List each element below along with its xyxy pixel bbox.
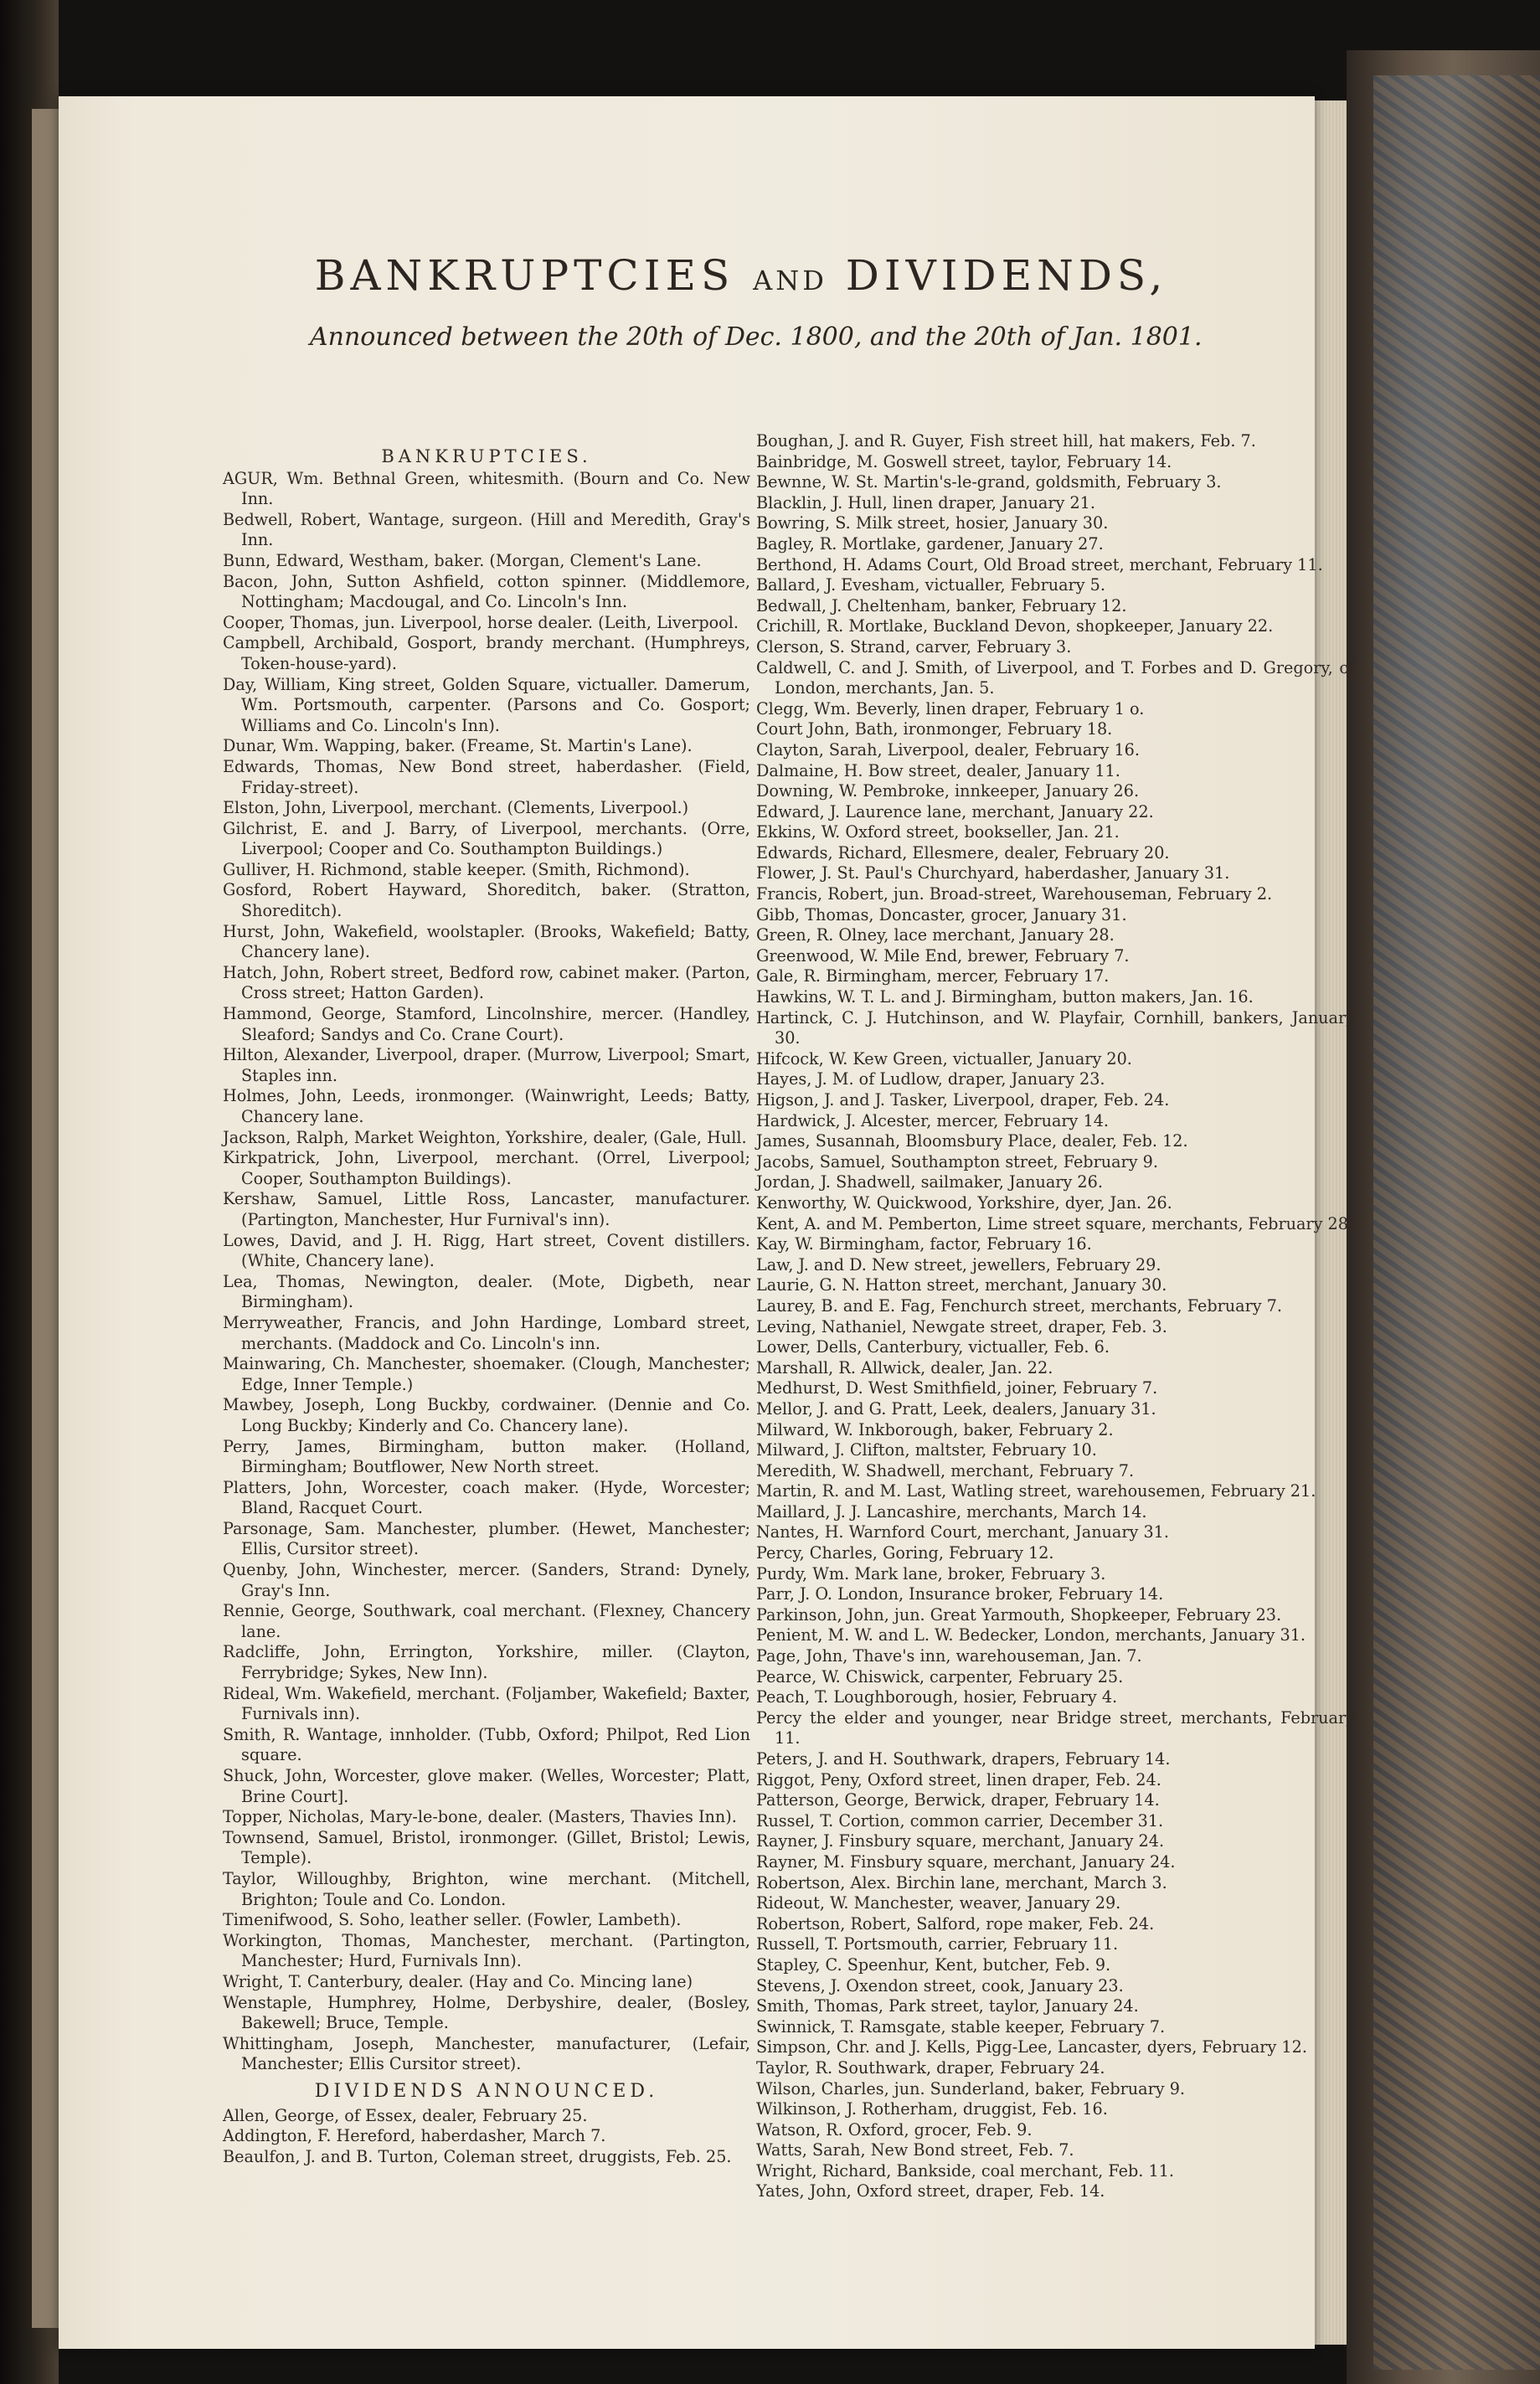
list-item: Hayes, J. M. of Ludlow, draper, January 23.: [756, 1069, 1105, 1089]
list-item: Hammond, George, Stamford, Lincolnshire, mercer. (Handley, Sleaford; Sandys and Co. Crane Court).: [223, 1004, 750, 1044]
list-item: Kay, W. Birmingham, factor, February 16.: [756, 1234, 1092, 1254]
list-item: Gale, R. Birmingham, mercer, February 17.: [756, 966, 1110, 986]
list-item: Jordan, J. Shadwell, sailmaker, January 26.: [756, 1172, 1103, 1192]
list-item: Peters, J. and H. Southwark, drapers, February 14.: [756, 1749, 1171, 1769]
bankruptcies-list: [223, 469, 750, 2075]
right-column: [756, 431, 1355, 2202]
list-item: Bainbridge, M. Goswell street, taylor, February 14.: [756, 451, 1172, 471]
list-item: Percy, Charles, Goring, February 12.: [756, 1543, 1054, 1563]
list-item: Flower, J. St. Paul's Churchyard, haberdasher, January 31.: [756, 863, 1230, 883]
list-item: Watts, Sarah, New Bond street, Feb. 7.: [756, 2140, 1074, 2160]
list-item: Court John, Bath, ironmonger, February 18.: [756, 719, 1113, 739]
list-item: Dunar, Wm. Wapping, baker. (Freame, St. Martin's Lane).: [223, 736, 693, 756]
list-item: Medhurst, D. West Smithfield, joiner, February 7.: [756, 1378, 1158, 1398]
list-item: Wenstaple, Humphrey, Holme, Derbyshire, dealer, (Bosley, Bakewell; Bruce, Temple.: [223, 1992, 750, 2033]
list-item: Cooper, Thomas, jun. Liverpool, horse dealer. (Leith, Liverpool.: [223, 612, 739, 632]
list-item: Bacon, John, Sutton Ashfield, cotton spinner. (Middlemore, Nottingham; Macdougal, and Co. Lincoln's Inn.: [223, 571, 750, 612]
list-item: Taylor, R. Southwark, draper, February 24.: [756, 2057, 1105, 2078]
list-item: Riggot, Peny, Oxford street, linen draper, Feb. 24.: [756, 1769, 1161, 1789]
list-item: Stapley, C. Speenhur, Kent, butcher, Feb. 9.: [756, 1954, 1111, 1975]
list-item: Peach, T. Loughborough, hosier, February 4.: [756, 1687, 1118, 1707]
list-item: Gulliver, H. Richmond, stable keeper. (Smith, Richmond).: [223, 859, 690, 879]
list-item: Hatch, John, Robert street, Bedford row, cabinet maker. (Parton, Cross street; Hatton Garden).: [223, 962, 750, 1003]
list-item: Radcliffe, John, Errington, Yorkshire, miller. (Clayton, Ferrybridge; Sykes, New Inn).: [223, 1642, 750, 1683]
list-item: Day, William, King street, Golden Square, victualler. Damerum, Wm. Portsmouth, carpenter. (Parsons and Co. Gosport; Williams and Co. Lincoln's Inn).: [223, 674, 750, 735]
list-item: Milward, J. Clifton, maltster, February 10.: [756, 1440, 1097, 1460]
list-item: Bunn, Edward, Westham, baker. (Morgan, Clement's Lane.: [223, 550, 702, 570]
list-item: Hifcock, W. Kew Green, victualler, January 20.: [756, 1048, 1132, 1068]
list-item: Stevens, J. Oxendon street, cook, January 23.: [756, 1975, 1124, 1995]
list-item: Bowring, S. Milk street, hosier, January 30.: [756, 513, 1109, 533]
list-item: Rayner, M. Finsbury square, merchant, January 24.: [756, 1851, 1176, 1872]
list-item: Higson, J. and J. Tasker, Liverpool, draper, Feb. 24.: [756, 1090, 1170, 1110]
list-item: Timenifwood, S. Soho, leather seller. (Fowler, Lambeth).: [223, 1910, 682, 1930]
list-item: Bedwall, J. Cheltenham, banker, February 12.: [756, 595, 1127, 615]
list-item: Jackson, Ralph, Market Weighton, Yorkshire, dealer, (Gale, Hull.: [223, 1127, 747, 1147]
bankruptcies-heading: BANKRUPTCIES.: [381, 446, 592, 466]
list-item: Edwards, Thomas, New Bond street, haberdasher. (Field, Friday-street).: [223, 756, 750, 797]
list-item: Jacobs, Samuel, Southampton street, February 9.: [756, 1151, 1158, 1171]
list-item: Gilchrist, E. and J. Barry, of Liverpool, merchants. (Orre, Liverpool; Cooper and Co. Southampton Buildings.): [223, 818, 750, 859]
list-item: Wright, Richard, Bankside, coal merchant, Feb. 11.: [756, 2160, 1174, 2181]
list-item: Blacklin, J. Hull, linen draper, January 21.: [756, 492, 1095, 512]
list-item: Lea, Thomas, Newington, dealer. (Mote, Digbeth, near Birmingham).: [223, 1271, 750, 1312]
list-item: Mawbey, Joseph, Long Buckby, cordwainer. (Dennie and Co. Long Buckby; Kinderly and Co. Chancery lane).: [223, 1395, 750, 1435]
page-subtitle: Announced between the 20th of Dec. 1800, and the 20th of Jan. 1801.: [310, 322, 1203, 352]
list-item: Rideout, W. Manchester, weaver, January 29.: [756, 1893, 1121, 1913]
list-item: Green, R. Olney, lace merchant, January 28.: [756, 925, 1115, 945]
list-item: Milward, W. Inkborough, baker, February 2.: [756, 1419, 1114, 1439]
list-item: Wilson, Charles, jun. Sunderland, baker, February 9.: [756, 2078, 1185, 2098]
list-item: Simpson, Chr. and J. Kells, Pigg-Lee, Lancaster, dyers, February 12.: [756, 2037, 1307, 2057]
dividends-list-right: [756, 431, 1355, 2202]
list-item: Hawkins, W. T. L. and J. Birmingham, button makers, Jan. 16.: [756, 987, 1254, 1007]
list-item: Penient, M. W. and L. W. Bedecker, London, merchants, January 31.: [756, 1625, 1306, 1645]
list-item: Clerson, S. Strand, carver, February 3.: [756, 636, 1072, 657]
list-item: Platters, John, Worcester, coach maker. (Hyde, Worcester; Bland, Racquet Court.: [223, 1477, 750, 1518]
list-item: Russell, T. Portsmouth, carrier, February 11.: [756, 1934, 1119, 1954]
dividends-heading: DIVIDENDS ANNOUNCED.: [314, 2080, 659, 2102]
printed-page: [59, 96, 1355, 2349]
list-item: Lowes, David, and J. H. Rigg, Hart street, Covent distillers. (White, Chancery lane).: [223, 1230, 750, 1271]
list-item: James, Susannah, Bloomsbury Place, dealer, Feb. 12.: [756, 1131, 1188, 1151]
list-item: Merryweather, Francis, and John Hardinge, Lombard street, merchants. (Maddock and Co. Lincoln's inn.: [223, 1312, 750, 1353]
list-item: Kirkpatrick, John, Liverpool, merchant. (Orrel, Liverpool; Cooper, Southampton Buildings).: [223, 1148, 750, 1188]
list-item: Bedwell, Robert, Wantage, surgeon. (Hill and Meredith, Gray's Inn.: [223, 509, 750, 550]
list-item: Francis, Robert, jun. Broad-street, Warehouseman, February 2.: [756, 884, 1273, 904]
list-item: Addington, F. Hereford, haberdasher, March 7.: [223, 2126, 606, 2146]
list-item: Hardwick, J. Alcester, mercer, February 14.: [756, 1110, 1110, 1130]
list-item: Rennie, George, Southwark, coal merchant. (Flexney, Chancery lane.: [223, 1601, 750, 1641]
list-item: Maillard, J. J. Lancashire, merchants, March 14.: [756, 1501, 1147, 1522]
list-item: Whittingham, Joseph, Manchester, manufacturer, (Lefair, Manchester; Ellis Cursitor street).: [223, 2033, 750, 2074]
list-item: Edwards, Richard, Ellesmere, dealer, February 20.: [756, 842, 1170, 862]
list-item: Mellor, J. and G. Pratt, Leek, dealers, January 31.: [756, 1398, 1156, 1419]
dividends-list-left: [223, 2106, 750, 2168]
list-item: Robertson, Alex. Birchin lane, merchant, March 3.: [756, 1872, 1167, 1892]
list-item: Shuck, John, Worcester, glove maker. (Welles, Worcester; Platt, Brine Court].: [223, 1766, 750, 1806]
list-item: Quenby, John, Winchester, mercer. (Sanders, Strand: Dynely, Gray's Inn.: [223, 1560, 750, 1600]
list-item: Beaulfon, J. and B. Turton, Coleman street, druggists, Feb. 25.: [223, 2146, 732, 2166]
list-item: Allen, George, of Essex, dealer, February 25.: [223, 2105, 588, 2125]
title-dividends: DIVIDENDS,: [845, 251, 1168, 300]
list-item: Downing, W. Pembroke, innkeeper, January 26.: [756, 781, 1140, 801]
list-item: Martin, R. and M. Last, Watling street, warehousemen, February 21.: [756, 1481, 1316, 1501]
list-item: Meredith, W. Shadwell, merchant, February 7.: [756, 1460, 1135, 1480]
list-item: Smith, R. Wantage, innholder. (Tubb, Oxford; Philpot, Red Lion square.: [223, 1724, 750, 1765]
list-item: Leving, Nathaniel, Newgate street, draper, Feb. 3.: [756, 1316, 1167, 1336]
list-item: Crichill, R. Mortlake, Buckland Devon, shopkeeper, January 22.: [756, 616, 1274, 636]
list-item: Smith, Thomas, Park street, taylor, January 24.: [756, 1996, 1139, 2016]
list-item: Percy the elder and younger, near Bridge street, merchants, February 11.: [756, 1707, 1355, 1748]
list-item: Greenwood, W. Mile End, brewer, February 7.: [756, 945, 1130, 965]
list-item: Kent, A. and M. Pemberton, Lime street square, merchants, February 28.: [756, 1213, 1354, 1233]
list-item: Lower, Dells, Canterbury, victualler, Feb. 6.: [756, 1337, 1110, 1357]
list-item: Rayner, J. Finsbury square, merchant, January 24.: [756, 1831, 1165, 1851]
list-item: Edward, J. Laurence lane, merchant, January 22.: [756, 801, 1154, 821]
list-item: Mainwaring, Ch. Manchester, shoemaker. (Clough, Manchester; Edge, Inner Temple.): [223, 1354, 750, 1394]
list-item: Workington, Thomas, Manchester, merchant. (Partington, Manchester; Hurd, Furnivals Inn).: [223, 1930, 750, 1971]
list-item: Wilkinson, J. Rotherham, druggist, Feb. 16.: [756, 2099, 1108, 2119]
list-item: Hurst, John, Wakefield, woolstapler. (Brooks, Wakefield; Batty, Chancery lane).: [223, 921, 750, 962]
list-item: Swinnick, T. Ramsgate, stable keeper, February 7.: [756, 2016, 1166, 2036]
list-item: Holmes, John, Leeds, ironmonger. (Wainwright, Leeds; Batty, Chancery lane.: [223, 1086, 750, 1126]
list-item: Patterson, George, Berwick, draper, February 14.: [756, 1790, 1160, 1810]
list-item: Hilton, Alexander, Liverpool, draper. (Murrow, Liverpool; Smart, Staples inn.: [223, 1045, 750, 1085]
list-item: Clayton, Sarah, Liverpool, dealer, February 16.: [756, 739, 1140, 759]
list-item: Bewnne, W. St. Martin's-le-grand, goldsmith, February 3.: [756, 472, 1222, 492]
list-item: Topper, Nicholas, Mary-le-bone, dealer. (Masters, Thavies Inn).: [223, 1807, 737, 1827]
list-item: Gosford, Robert Hayward, Shoreditch, baker. (Stratton, Shoreditch).: [223, 880, 750, 921]
list-item: Townsend, Samuel, Bristol, ironmonger. (Gillet, Bristol; Lewis, Temple).: [223, 1827, 750, 1868]
list-item: Boughan, J. and R. Guyer, Fish street hill, hat makers, Feb. 7.: [756, 431, 1256, 451]
list-item: Marshall, R. Allwick, dealer, Jan. 22.: [756, 1357, 1053, 1377]
list-item: Bagley, R. Mortlake, gardener, January 27.: [756, 533, 1104, 554]
list-item: Page, John, Thave's inn, warehouseman, Jan. 7.: [756, 1646, 1142, 1666]
list-item: Russel, T. Cortion, common carrier, December 31.: [756, 1810, 1164, 1830]
list-item: Parr, J. O. London, Insurance broker, February 14.: [756, 1584, 1164, 1604]
list-item: Wright, T. Canterbury, dealer. (Hay and Co. Mincing lane): [223, 1971, 693, 1991]
list-item: Ekkins, W. Oxford street, bookseller, Jan. 21.: [756, 822, 1120, 842]
title-bankruptcies: BANKRUPTCIES: [314, 251, 735, 300]
list-item: Ballard, J. Evesham, victualler, February 5.: [756, 575, 1105, 595]
list-item: Robertson, Robert, Salford, rope maker, Feb. 24.: [756, 1913, 1155, 1933]
list-item: Parsonage, Sam. Manchester, plumber. (Hewet, Manchester; Ellis, Cursitor street).: [223, 1518, 750, 1559]
list-item: Watson, R. Oxford, grocer, Feb. 9.: [756, 2119, 1033, 2139]
list-item: AGUR, Wm. Bethnal Green, whitesmith. (Bourn and Co. New Inn.: [223, 468, 750, 509]
left-column: [223, 446, 750, 2167]
list-item: Caldwell, C. and J. Smith, of Liverpool, and T. Forbes and D. Gregory, of London, merchants, Jan. 5.: [756, 657, 1355, 698]
marbled-endpaper: [1373, 75, 1540, 2370]
list-item: Yates, John, Oxford street, draper, Feb. 14.: [756, 2181, 1105, 2201]
list-item: Gibb, Thomas, Doncaster, grocer, January 31.: [756, 904, 1127, 924]
list-item: Berthond, H. Adams Court, Old Broad street, merchant, February 11.: [756, 554, 1323, 574]
list-item: Parkinson, John, jun. Great Yarmouth, Shopkeeper, February 23.: [756, 1604, 1282, 1625]
list-item: Pearce, W. Chiswick, carpenter, February 25.: [756, 1666, 1124, 1686]
title-and: AND: [753, 265, 827, 296]
list-item: Nantes, H. Warnford Court, merchant, January 31.: [756, 1522, 1169, 1542]
list-item: Kershaw, Samuel, Little Ross, Lancaster, manufacturer. (Partington, Manchester, Hur Furnival's inn).: [223, 1189, 750, 1229]
list-item: Purdy, Wm. Mark lane, broker, February 3.: [756, 1563, 1106, 1583]
list-item: Laurey, B. and E. Fag, Fenchurch street, merchants, February 7.: [756, 1295, 1282, 1316]
list-item: Laurie, G. N. Hatton street, merchant, January 30.: [756, 1275, 1167, 1295]
list-item: Elston, John, Liverpool, merchant. (Clements, Liverpool.): [223, 798, 689, 818]
list-item: Law, J. and D. New street, jewellers, February 29.: [756, 1254, 1161, 1274]
list-item: Campbell, Archibald, Gosport, brandy merchant. (Humphreys, Token-house-yard).: [223, 633, 750, 673]
list-item: Clegg, Wm. Beverly, linen draper, February 1 o.: [756, 698, 1145, 718]
page-title: [310, 251, 1172, 300]
list-item: Kenworthy, W. Quickwood, Yorkshire, dyer, Jan. 26.: [756, 1192, 1172, 1213]
list-item: Rideal, Wm. Wakefield, merchant. (Foljamber, Wakefield; Baxter, Furnivals inn).: [223, 1683, 750, 1724]
list-item: Taylor, Willoughby, Brighton, wine merchant. (Mitchell, Brighton; Toule and Co. London.: [223, 1868, 750, 1909]
list-item: Dalmaine, H. Bow street, dealer, January 11.: [756, 760, 1120, 780]
list-item: Perry, James, Birmingham, button maker. (Holland, Birmingham; Boutflower, New North street.: [223, 1436, 750, 1477]
list-item: Hartinck, C. J. Hutchinson, and W. Playfair, Cornhill, bankers, January 30.: [756, 1007, 1355, 1048]
